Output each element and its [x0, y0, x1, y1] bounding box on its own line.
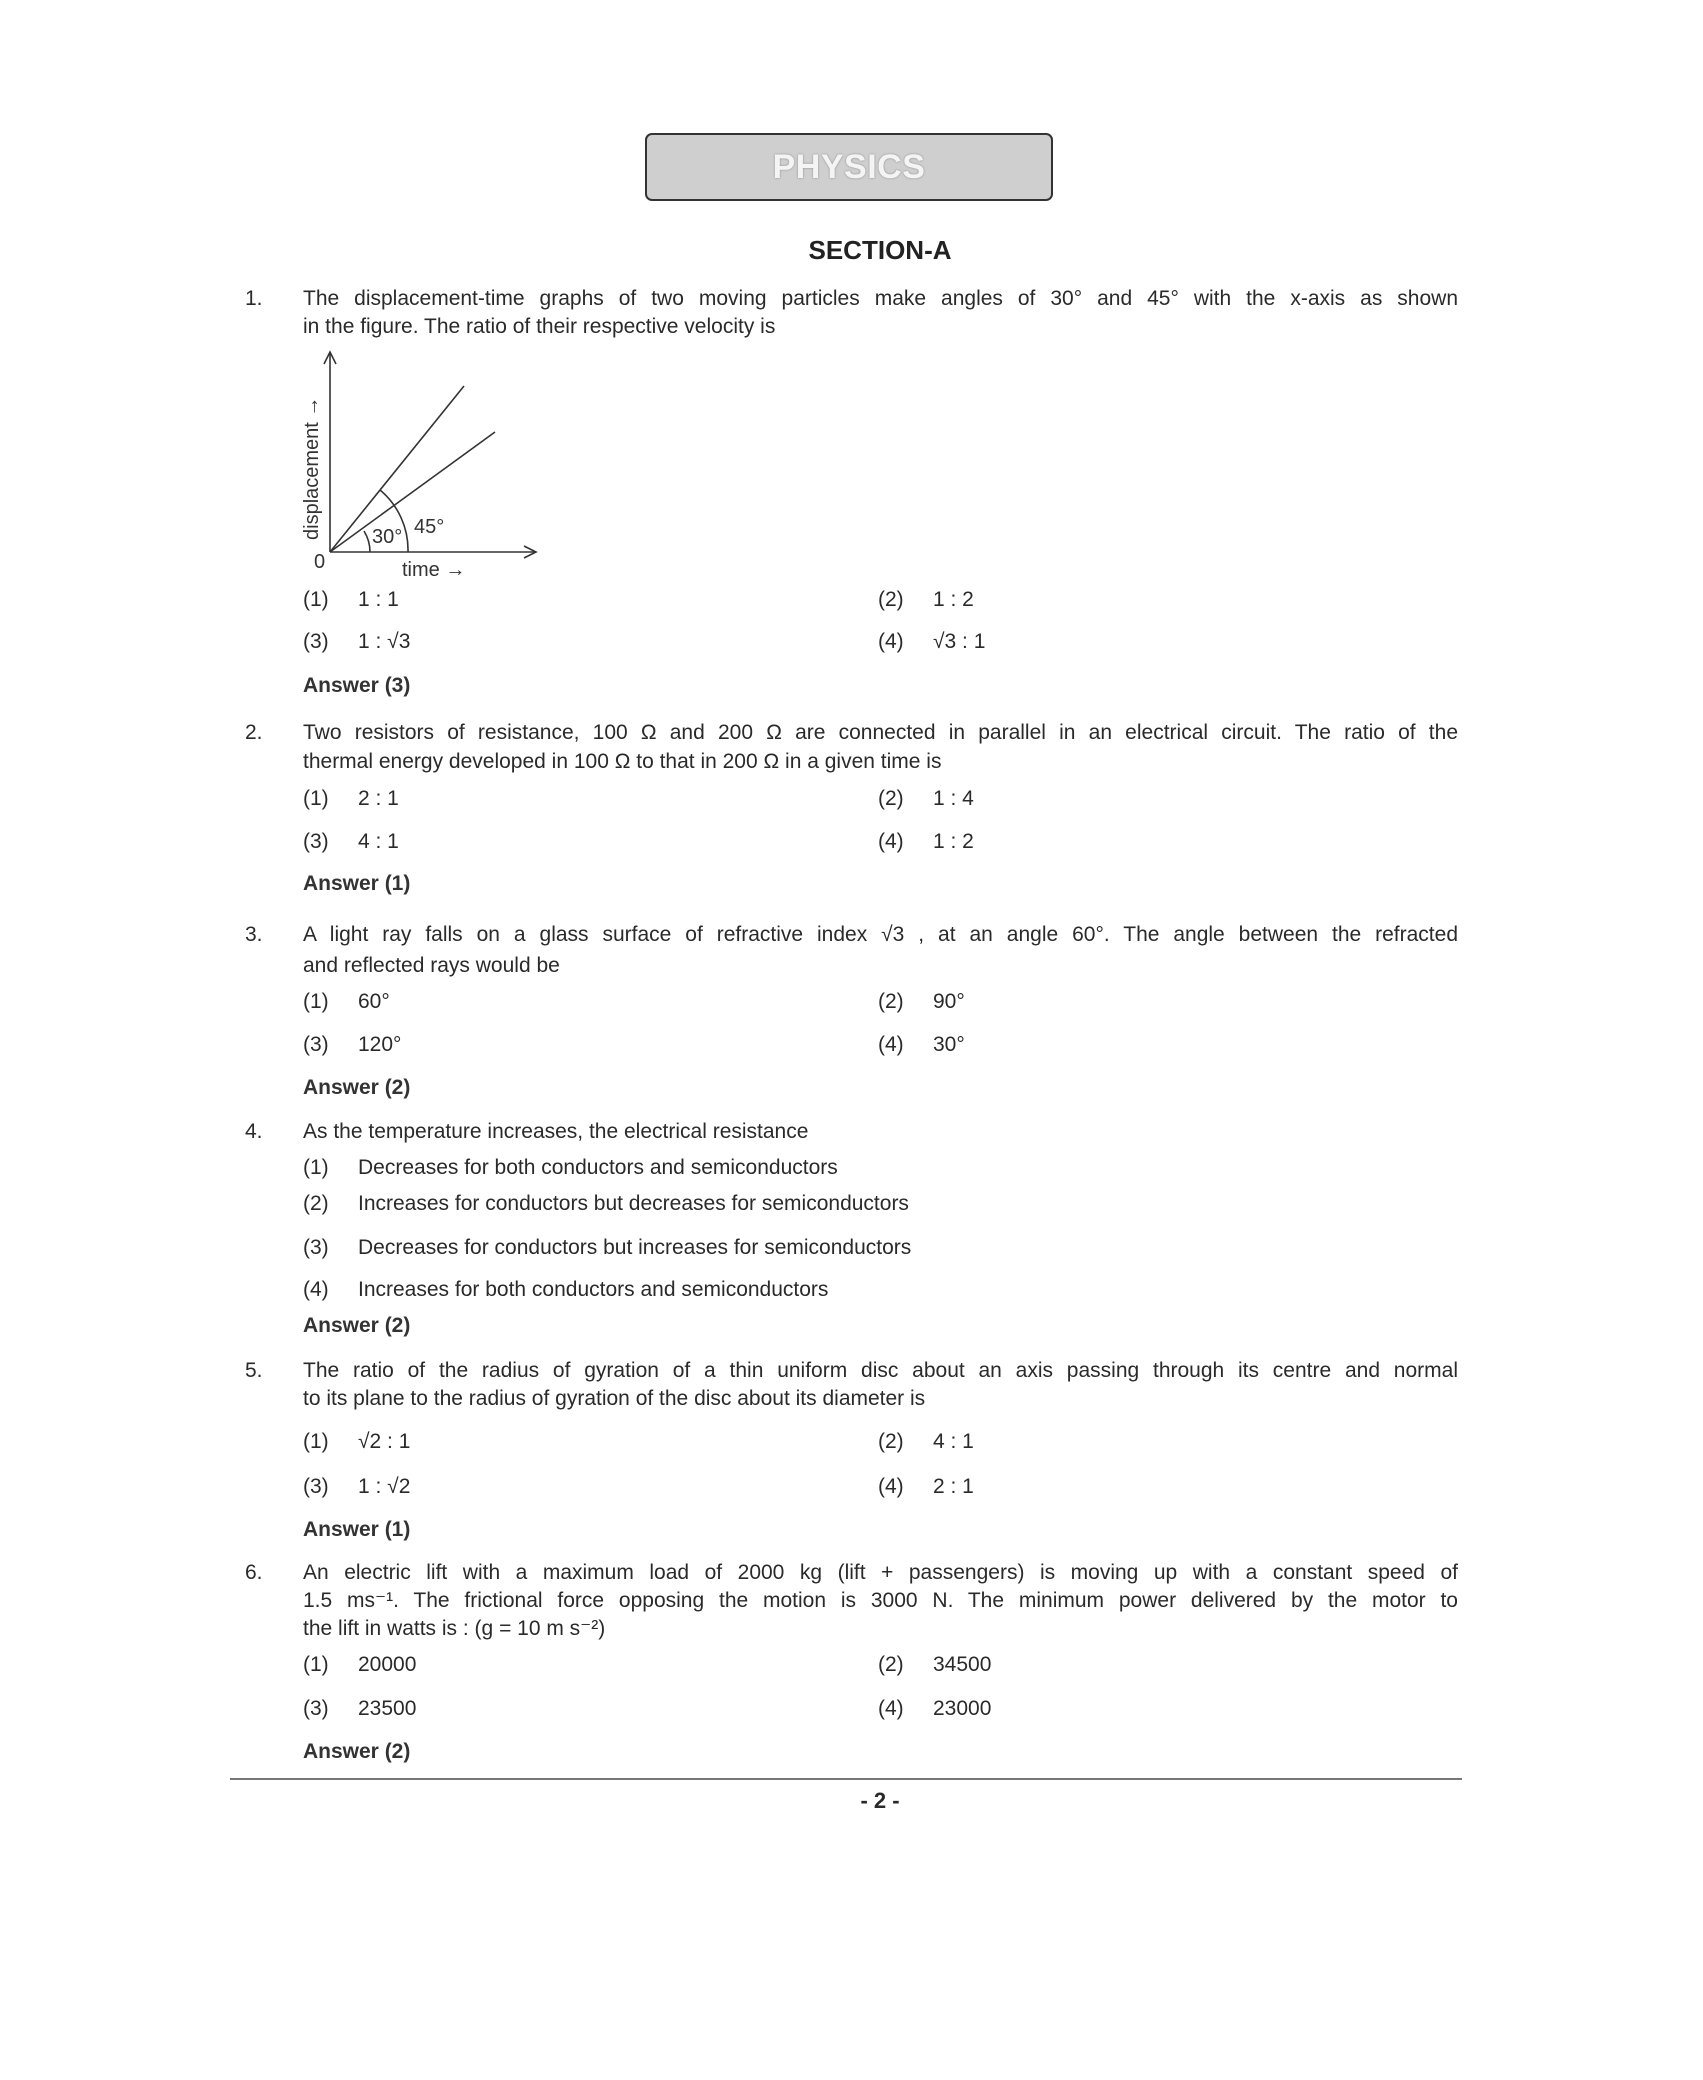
- question-number: 6.: [245, 1561, 263, 1584]
- subject-banner: [645, 133, 1053, 201]
- option-text: 1 : 2: [933, 830, 974, 853]
- option-label: (3): [303, 1236, 329, 1259]
- option-text: Decreases for both conductors and semiconductors: [358, 1156, 838, 1179]
- question-text: The ratio of the radius of gyration of a thin uniform disc about an axis passing through its centre and normal: [303, 1359, 1458, 1382]
- option-label: (2): [878, 1430, 904, 1453]
- option-label: (3): [303, 630, 329, 653]
- option-text: 2 : 1: [358, 787, 399, 810]
- question-number: 4.: [245, 1120, 263, 1143]
- answer-label: Answer (3): [303, 674, 411, 697]
- option-text: √3 : 1: [933, 630, 986, 653]
- option-text: 120°: [358, 1033, 402, 1056]
- option-label: (4): [878, 830, 904, 853]
- option-label: (1): [303, 787, 329, 810]
- option-label: (3): [303, 1697, 329, 1720]
- option-label: (4): [878, 1475, 904, 1498]
- option-label: (1): [303, 1430, 329, 1453]
- question-text: A light ray falls on a glass surface of refractive index √3 , at an angle 60°. The angle between the refracted: [303, 923, 1458, 946]
- option-text: 1 : 1: [358, 588, 399, 611]
- option-label: (4): [878, 1033, 904, 1056]
- option-text: 1 : 2: [933, 588, 974, 611]
- question-text: and reflected rays would be: [303, 954, 560, 977]
- option-text: 1 : 4: [933, 787, 974, 810]
- option-label: (3): [303, 1475, 329, 1498]
- footer-divider: [230, 1778, 1462, 1780]
- option-label: (4): [303, 1278, 329, 1301]
- option-text: Increases for conductors but decreases for semiconductors: [358, 1192, 909, 1215]
- question-text: thermal energy developed in 100 Ω to that in 200 Ω in a given time is: [303, 750, 942, 773]
- option-text: Decreases for conductors but increases for semiconductors: [358, 1236, 912, 1259]
- angle-45-label: 45°: [414, 516, 445, 538]
- question-text: As the temperature increases, the electrical resistance: [303, 1120, 809, 1143]
- option-label: (1): [303, 588, 329, 611]
- x-axis-label: time →: [402, 559, 466, 581]
- y-axis-label: displacement →: [301, 396, 323, 540]
- option-text: 60°: [358, 990, 390, 1013]
- option-text: Increases for both conductors and semiconductors: [358, 1278, 829, 1301]
- answer-label: Answer (2): [303, 1740, 411, 1763]
- question-text: 1.5 ms⁻¹. The frictional force opposing the motion is 3000 N. The minimum power delivered by the motor to: [303, 1589, 1458, 1612]
- page-number: - 2 -: [860, 1788, 900, 1813]
- option-text: 4 : 1: [358, 830, 399, 853]
- option-label: (2): [303, 1192, 329, 1215]
- option-text: 20000: [358, 1653, 417, 1676]
- option-text: 1 : √3: [358, 630, 411, 653]
- origin-label: 0: [314, 551, 326, 573]
- option-text: 1 : √2: [358, 1475, 411, 1498]
- question-number: 5.: [245, 1359, 263, 1382]
- answer-label: Answer (1): [303, 872, 411, 895]
- option-label: (4): [878, 630, 904, 653]
- subject-title: PHYSICS: [772, 147, 926, 186]
- option-text: √2 : 1: [358, 1430, 411, 1453]
- option-label: (2): [878, 588, 904, 611]
- option-text: 2 : 1: [933, 1475, 974, 1498]
- question-number: 2.: [245, 721, 263, 744]
- option-label: (1): [303, 1653, 329, 1676]
- question-text: to its plane to the radius of gyration of the disc about its diameter is: [303, 1387, 926, 1410]
- option-label: (2): [878, 787, 904, 810]
- option-text: 90°: [933, 990, 965, 1013]
- answer-label: Answer (2): [303, 1076, 411, 1099]
- question-text: the lift in watts is : (g = 10 m s⁻²): [303, 1617, 606, 1640]
- answer-label: Answer (2): [303, 1314, 411, 1337]
- option-label: (2): [878, 990, 904, 1013]
- option-text: 23500: [358, 1697, 417, 1720]
- arc-30: [364, 531, 370, 552]
- section-heading: SECTION-A: [808, 235, 952, 265]
- option-text: 34500: [933, 1653, 992, 1676]
- question-text: The displacement-time graphs of two moving particles make angles of 30° and 45° with the x-axis as shown: [303, 287, 1458, 310]
- option-label: (2): [878, 1653, 904, 1676]
- question-number: 1.: [245, 287, 263, 310]
- option-text: 30°: [933, 1033, 965, 1056]
- answer-label: Answer (1): [303, 1518, 411, 1541]
- option-label: (4): [878, 1697, 904, 1720]
- option-label: (1): [303, 1156, 329, 1179]
- option-text: 4 : 1: [933, 1430, 974, 1453]
- option-label: (1): [303, 990, 329, 1013]
- angle-30-label: 30°: [372, 526, 403, 548]
- question-text: in the figure. The ratio of their respective velocity is: [303, 315, 776, 338]
- option-label: (3): [303, 1033, 329, 1056]
- question-number: 3.: [245, 923, 263, 946]
- question-text: Two resistors of resistance, 100 Ω and 200 Ω are connected in parallel in an electrical circuit. The ratio of the: [303, 721, 1458, 744]
- option-text: 23000: [933, 1697, 992, 1720]
- displacement-time-figure: [290, 340, 550, 590]
- option-label: (3): [303, 830, 329, 853]
- question-text: An electric lift with a maximum load of 2000 kg (lift + passengers) is moving up with a constant speed of: [303, 1561, 1458, 1584]
